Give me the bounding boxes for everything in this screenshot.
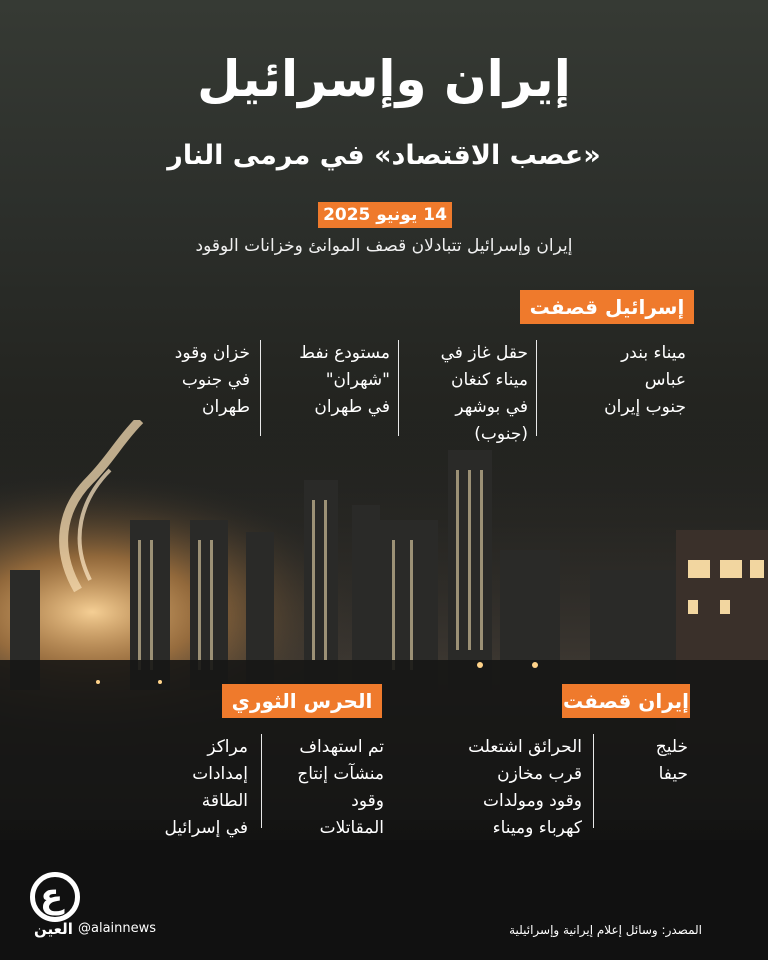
target-line: في طهران — [314, 397, 390, 417]
page-title: إيران وإسرائيل — [197, 50, 571, 108]
iran-target-2 — [436, 734, 582, 842]
target-line: جنوب إيران — [604, 397, 686, 417]
target-line: مراكز — [207, 737, 248, 757]
irgc-section-badge: الحرس الثوري — [222, 684, 382, 718]
column-divider — [536, 340, 537, 436]
target-line: في إسرائيل — [164, 818, 248, 838]
target-line: في جنوب — [181, 370, 250, 390]
target-line: خليج — [655, 737, 688, 757]
target-line: خزان وقود — [174, 343, 250, 363]
column-divider — [593, 734, 594, 828]
target-line: مستودع نفط — [299, 343, 390, 363]
date-badge: 14 يونيو 2025 — [318, 202, 452, 228]
israel-target-2 — [402, 340, 528, 448]
israel-target-3 — [264, 340, 390, 421]
target-line: تم استهداف — [299, 737, 384, 757]
target-line: طهران — [202, 397, 250, 417]
target-line: كهرباء وميناء — [492, 818, 582, 838]
column-divider — [398, 340, 399, 436]
target-line: عباس — [644, 370, 686, 390]
target-line: (جنوب) — [474, 424, 528, 444]
target-line: في بوشهر — [455, 397, 528, 417]
israel-target-4 — [100, 340, 250, 421]
target-line: ميناء كنغان — [450, 370, 528, 390]
target-line: وقود — [351, 791, 384, 811]
target-line: الحرائق اشتعلت — [468, 737, 582, 757]
israel-target-1 — [540, 340, 686, 421]
footer-bar — [0, 840, 768, 960]
social-handle[interactable]: @alainnews — [78, 921, 157, 936]
target-line: منشآت إنتاج — [297, 764, 384, 784]
irgc-target-2 — [120, 734, 248, 842]
target-line: الطاقة — [201, 791, 248, 811]
intro-text: إيران وإسرائيل تتبادلان قصف الموانئ وخزانات الوقود — [195, 236, 573, 256]
target-line: ميناء بندر — [621, 343, 686, 363]
target-line: "شهران" — [325, 370, 390, 390]
target-line: حقل غاز في — [440, 343, 528, 363]
target-line: قرب مخازن — [497, 764, 582, 784]
column-divider — [261, 734, 262, 828]
target-line: وقود ومولدات — [482, 791, 582, 811]
column-divider — [260, 340, 261, 436]
source-note: المصدر: وسائل إعلام إيرانية وإسرائيلية — [509, 923, 702, 937]
israel-section-badge: إسرائيل قصفت — [520, 290, 694, 324]
target-line: حيفا — [658, 764, 688, 784]
logo-text: العين — [34, 920, 73, 938]
irgc-target-1 — [272, 734, 384, 842]
alain-logo-glyph: ع — [40, 876, 64, 916]
target-line: المقاتلات — [319, 818, 384, 838]
iran-target-1 — [600, 734, 688, 788]
target-line: إمدادات — [192, 764, 248, 784]
page-subtitle: «عصب الاقتصاد» في مرمى النار — [167, 140, 601, 171]
iran-section-badge: إيران قصفت — [562, 684, 690, 718]
